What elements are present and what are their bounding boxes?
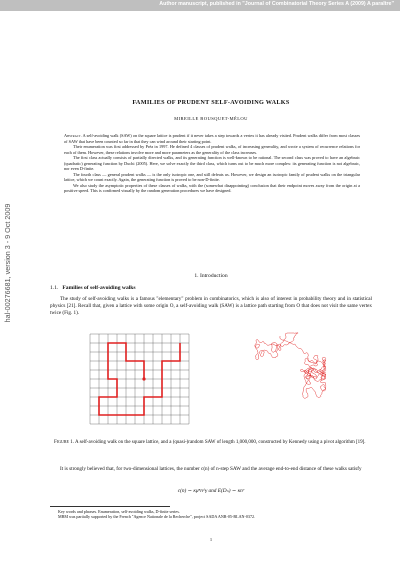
abstract-paragraph-3: The first class actually consists of partially directed walks, and its generating function is well-known to be rational. The second class was proved to have an algebraic (quadratic) generating function by Duchi (2005). Here, we solve exactly the third class, which turns out to be much more complex: its generating function is not algebraic, nor even D-finite. [64,155,360,172]
footnote-keywords: Key words and phrases. Enumeration, self-avoiding walks, D-finite series. [58,509,180,514]
manuscript-header-bar [0,0,400,11]
random-saw-figure [250,330,330,432]
section-heading: 1. Introduction [194,273,228,279]
random-saw-path [255,333,326,398]
abstract-paragraph-1: A self-avoiding walk (SAW) on the square lattice is prudent if it never takes a step towards a vertex it has already visited. Prudent walks differ from most classes of SAW that have been counted so far in that they can wind around their starting point. [64,133,360,144]
manuscript-header-text: Author manuscript, published in "Journal of Combinatorial Theory Series A (2009) A paraître" [159,1,394,7]
intro-paragraph: The study of self-avoiding walks is a famous "elementary" problem in combinatorics, which is also of interest in probability theory and in statistical physics [21]. Recall that, given a lattice with some origin O, a self-avoiding walk (SAW) is a lattice path starting from O that does not visit the same vertex twice (Fig. 1). [50,296,372,316]
footnotes [50,509,372,520]
figure-caption [54,440,368,447]
figure-caption-label: Figure 1. [54,440,75,445]
paragraph-2: It is strongly believed that, for two-dimensional lattices, the number c(n) of n-step SAW and the average end-to-end distance of these walks satisfy [60,466,362,472]
subsection-heading: 1.1. Families of self-avoiding walks [50,285,136,291]
paper-title: FAMILIES OF PRUDENT SELF-AVOIDING WALKS [132,99,290,106]
footnote-funding: MBM was partially supported by the French "Agence Nationale de la Recherche", project SADA ANR-05-BLAN-0372. [58,514,256,520]
abstract [64,133,360,194]
subsection-title: Families of self-avoiding walks [62,285,136,291]
abstract-label: Abstract. [64,133,82,138]
saw-lattice-figure [86,330,194,430]
abstract-paragraph-4: The fourth class — general prudent walks — is the only isotropic one, and still defeats us. However, we design an isotropic family of prudent walks on the triangular lattice, which we count exactly. Again, the generating function is proved to be non-D-finite. [64,171,360,183]
asymptotic-formula: c(n) ∼ κμⁿn^γ and E(Dₙ) ∼ κnᵛ [177,488,245,494]
paper-author: MIREILLE BOUSQUET-MÉLOU [174,116,248,121]
abstract-paragraph-5: We also study the asymptotic properties of these classes of walks, with the (somewhat disappointing) conclusion that their endpoint moves away from the origin at a positive speed. This is confirmed visually by the random generation procedures we have designed. [64,182,360,194]
page-number: 1 [209,537,213,542]
abstract-paragraph-2: Their enumeration was first addressed by Préa in 1997. He defined 4 classes of prudent walks, of increasing generality, and wrote a system of recurrence relations for each of them. However, these relations involve more and more parameters as the generality of the class increases. [64,144,360,155]
figure-caption-text: A self-avoiding walk on the square lattice, and a (quasi-)random SAW of length 1,000,000, constructed by Kennedy using a pivot algorithm [19]. [75,440,366,445]
saw-origin-dot [142,377,145,380]
hal-sidebar-id: hal-00276681, version 3 - 9 Oct 2009 [3,203,12,323]
footnote-rule [50,506,170,507]
section-title: Introduction [199,273,228,279]
